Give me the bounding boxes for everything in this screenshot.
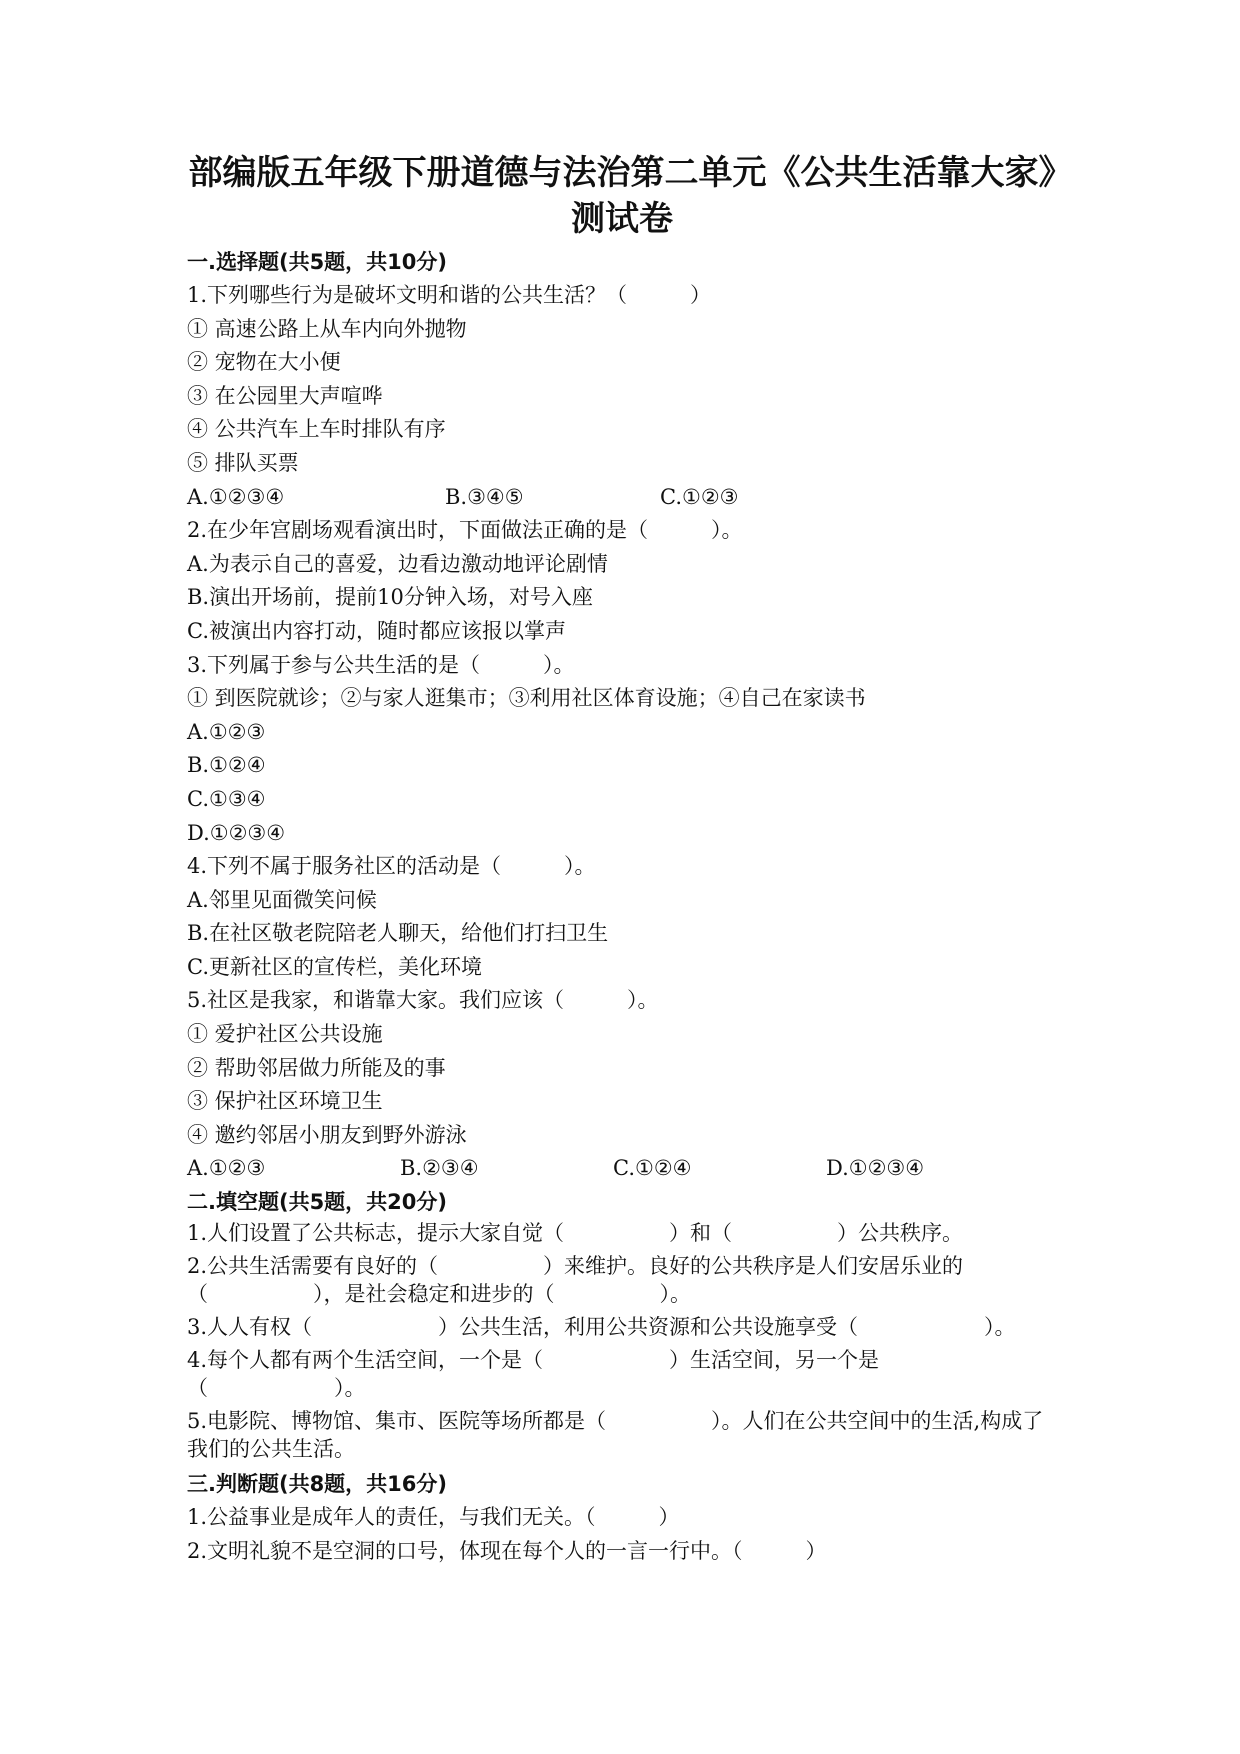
option-a: A.①②③: [187, 719, 266, 744]
question-4: [187, 850, 1057, 984]
question-3: [187, 649, 1057, 851]
question-5: [187, 984, 1057, 1186]
option-d: D.①②③④: [187, 820, 286, 845]
judge-question-1: 1.公益事业是成年人的责任，与我们无关。（ ）: [187, 1505, 680, 1530]
question-item: ⑤ 排队买票: [187, 450, 299, 475]
option-b: B.③④⑤: [445, 484, 524, 509]
option-d: D.①②③④: [826, 1156, 925, 1181]
option-b: B.在社区敬老院陪老人聊天，给他们打扫卫生: [187, 921, 609, 946]
option-a: A.为表示自己的喜爱，边看边激动地评论剧情: [187, 551, 608, 576]
question-stem: 5.社区是我家，和谐靠大家。我们应该（ ）。: [187, 988, 659, 1013]
page-title: 部编版五年级下册道德与法治第二单元《公共生活靠大家》测试卷: [188, 153, 1056, 239]
question-item: ① 高速公路上从车内向外抛物: [187, 316, 467, 341]
question-item: ② 帮助邻居做力所能及的事: [187, 1055, 446, 1080]
fill-question-2: 2.公共生活需要有良好的（ ）来维护。良好的公共秩序是人们安居乐业的（ ），是社会稳定和进步的（ ）。: [187, 1254, 964, 1307]
question-2: [187, 514, 1057, 648]
option-a: A.邻里见面微笑问候: [187, 887, 377, 912]
section-true-false: [187, 1468, 1057, 1568]
question-stem: 3.下列属于参与公共生活的是（ ）。: [187, 652, 575, 677]
question-item: ④ 邀约邻居小朋友到野外游泳: [187, 1122, 467, 1147]
section-fill-blank: [187, 1186, 1057, 1463]
section-choice: [187, 246, 1057, 1186]
options-row: [187, 481, 1057, 515]
section-heading: 三.判断题(共8题，共16分): [187, 1472, 448, 1497]
fill-question-4: 4.每个人都有两个生活空间，一个是（ ）生活空间，另一个是（ ）。: [187, 1348, 880, 1401]
question-stem: 4.下列不属于服务社区的活动是（ ）。: [187, 854, 596, 879]
fill-question-5: 5.电影院、博物馆、集市、医院等场所都是（ ）。人们在公共空间中的生活,构成了我们的公共生活。: [187, 1409, 1044, 1462]
judge-question-2: 2.文明礼貌不是空洞的口号，体现在每个人的一言一行中。（ ）: [187, 1538, 827, 1563]
option-c: C.①②④: [613, 1156, 692, 1181]
section-heading: 一.选择题(共5题，共10分): [187, 250, 448, 274]
question-stem: 2.在少年宫剧场观看演出时，下面做法正确的是（ ）。: [187, 518, 743, 543]
options-row: [187, 1152, 1057, 1186]
question-1: [187, 279, 1057, 514]
question-item: ① 到医院就诊；②与家人逛集市；③利用社区体育设施；④自己在家读书: [187, 686, 866, 711]
question-item: ③ 保护社区环境卫生: [187, 1089, 383, 1114]
option-a: A.①②③: [187, 1156, 266, 1181]
question-stem: 1.下列哪些行为是破坏文明和谐的公共生活？（ ）: [187, 283, 712, 307]
fill-question-3: 3.人人有权（ ）公共生活，利用公共资源和公共设施享受（ ）。: [187, 1315, 1016, 1340]
option-b: B.①②④: [187, 753, 266, 778]
fill-question-1: 1.人们设置了公共标志，提示大家自觉（ ）和（ ）公共秩序。: [187, 1221, 964, 1246]
section-heading: 二.填空题(共5题，共20分): [187, 1190, 448, 1215]
option-c: C.被演出内容打动，随时都应该报以掌声: [187, 618, 566, 643]
question-item: ① 爱护社区公共设施: [187, 1022, 383, 1047]
option-c: C.①③④: [187, 786, 266, 811]
option-c: C.①②③: [660, 484, 739, 509]
option-c: C.更新社区的宣传栏，美化环境: [187, 954, 482, 979]
option-b: B.演出开场前，提前10分钟入场，对号入座: [187, 585, 593, 610]
question-item: ③ 在公园里大声喧哗: [187, 383, 383, 408]
option-b: B.②③④: [400, 1156, 479, 1181]
question-item: ④ 公共汽车上车时排队有序: [187, 417, 446, 442]
option-a: A.①②③④: [187, 484, 285, 509]
exam-content: [187, 150, 1057, 1568]
question-item: ② 宠物在大小便: [187, 350, 341, 375]
